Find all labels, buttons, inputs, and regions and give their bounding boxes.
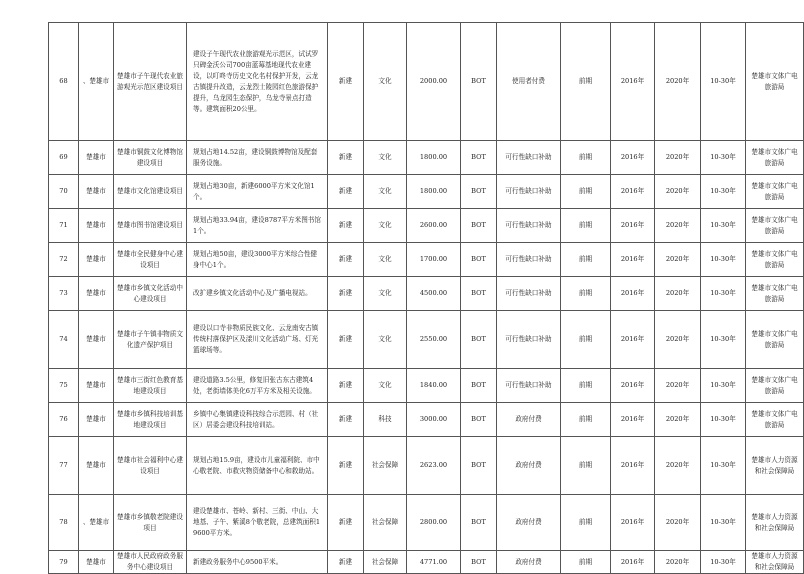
table-row xyxy=(49,403,804,437)
end-year-cell: 2020年 xyxy=(655,243,701,277)
project-name-cell: 楚雄市人民政府政务服务中心建设项目 xyxy=(114,551,187,574)
start-year-cell: 2016年 xyxy=(611,311,655,369)
investment-amount-cell: 1700.00 xyxy=(407,243,461,277)
row-number-cell: 76 xyxy=(49,403,79,437)
project-stage-cell: 前期 xyxy=(561,243,611,277)
project-name-cell: 楚雄市全民健身中心建设项目 xyxy=(114,243,187,277)
project-stage-cell: 前期 xyxy=(561,403,611,437)
investment-amount-cell: 1840.00 xyxy=(407,369,461,403)
operation-mode-cell: BOT xyxy=(461,277,497,311)
investment-amount-cell: 2800.00 xyxy=(407,495,461,551)
responsible-dept-cell: 楚雄市文体广电旅游局 xyxy=(746,141,804,175)
row-number-cell: 74 xyxy=(49,311,79,369)
responsible-dept-cell: 楚雄市文体广电旅游局 xyxy=(746,175,804,209)
responsible-dept-cell: 楚雄市文体广电旅游局 xyxy=(746,23,804,141)
construction-type-cell: 新建 xyxy=(328,209,364,243)
industry-cell: 文化 xyxy=(364,369,407,403)
start-year-cell: 2016年 xyxy=(611,369,655,403)
investment-amount-cell: 4500.00 xyxy=(407,277,461,311)
cooperation-period-cell: 10-30年 xyxy=(701,209,746,243)
project-table xyxy=(48,22,804,574)
table-row xyxy=(49,311,804,369)
industry-cell: 社会保障 xyxy=(364,437,407,495)
start-year-cell: 2016年 xyxy=(611,141,655,175)
table-row xyxy=(49,209,804,243)
end-year-cell: 2020年 xyxy=(655,141,701,175)
industry-cell: 文化 xyxy=(364,23,407,141)
cooperation-period-cell: 10-30年 xyxy=(701,141,746,175)
start-year-cell: 2016年 xyxy=(611,23,655,141)
end-year-cell: 2020年 xyxy=(655,369,701,403)
project-description-cell: 乡镇中心集镇建设科技综合示范园、村（社区）居委会建设科技培训站。 xyxy=(187,403,328,437)
payment-mechanism-cell: 使用者付费 xyxy=(497,23,561,141)
investment-amount-cell: 4771.00 xyxy=(407,551,461,574)
end-year-cell: 2020年 xyxy=(655,495,701,551)
investment-amount-cell: 2623.00 xyxy=(407,437,461,495)
project-name-cell: 楚雄市铜鼓文化博物馆建设项目 xyxy=(114,141,187,175)
row-number-cell: 75 xyxy=(49,369,79,403)
payment-mechanism-cell: 可行性缺口补助 xyxy=(497,277,561,311)
row-number-cell: 68 xyxy=(49,23,79,141)
cooperation-period-cell: 10-30年 xyxy=(701,243,746,277)
project-description-cell: 建设子午现代农业旅游观光示范区，试试罗只碑金沃公司700亩蓝莓基地现代农业建设，以叮咚寺历史文化名村保护开发，云龙古镇提升改造，云龙烈士陵园红色旅游保护提升，乌龙园生态保护，乌龙寺景点打造等。建筑面积20公里。 xyxy=(187,23,328,141)
cooperation-period-cell: 10-30年 xyxy=(701,23,746,141)
row-number-cell: 70 xyxy=(49,175,79,209)
construction-type-cell: 新建 xyxy=(328,551,364,574)
payment-mechanism-cell: 可行性缺口补助 xyxy=(497,311,561,369)
table-row xyxy=(49,23,804,141)
county-cell: 楚雄市 xyxy=(79,209,114,243)
operation-mode-cell: BOT xyxy=(461,495,497,551)
start-year-cell: 2016年 xyxy=(611,551,655,574)
construction-type-cell: 新建 xyxy=(328,141,364,175)
industry-cell: 社会保障 xyxy=(364,551,407,574)
project-name-cell: 楚雄市子午镇非物质文化遗产保护项目 xyxy=(114,311,187,369)
industry-cell: 文化 xyxy=(364,277,407,311)
payment-mechanism-cell: 可行性缺口补助 xyxy=(497,175,561,209)
investment-amount-cell: 2550.00 xyxy=(407,311,461,369)
responsible-dept-cell: 楚雄市文体广电旅游局 xyxy=(746,209,804,243)
row-number-cell: 78 xyxy=(49,495,79,551)
cooperation-period-cell: 10-30年 xyxy=(701,495,746,551)
construction-type-cell: 新建 xyxy=(328,311,364,369)
payment-mechanism-cell: 可行性缺口补助 xyxy=(497,243,561,277)
responsible-dept-cell: 楚雄市文体广电旅游局 xyxy=(746,369,804,403)
industry-cell: 文化 xyxy=(364,175,407,209)
project-description-cell: 建设楚雄市、苍岭、新村、三街、中山、大地基、子午、紫溪8个敬老院，总建筑面积19600平方米。 xyxy=(187,495,328,551)
row-number-cell: 79 xyxy=(49,551,79,574)
operation-mode-cell: BOT xyxy=(461,369,497,403)
industry-cell: 社会保障 xyxy=(364,495,407,551)
table-row xyxy=(49,495,804,551)
end-year-cell: 2020年 xyxy=(655,311,701,369)
payment-mechanism-cell: 可行性缺口补助 xyxy=(497,141,561,175)
project-stage-cell: 前期 xyxy=(561,277,611,311)
row-number-cell: 73 xyxy=(49,277,79,311)
project-description-cell: 规划占地14.52亩，建设铜鼓博物馆及配套服务设施。 xyxy=(187,141,328,175)
project-description-cell: 建设道路3.5公里，修复旧张古东古建筑4处，老街墙体美化6万平方米及相关设施。 xyxy=(187,369,328,403)
row-number-cell: 72 xyxy=(49,243,79,277)
project-description-cell: 规划占地15.9亩，建设市儿童福利院、市中心敬老院、市救灾物资储备中心和救助站。 xyxy=(187,437,328,495)
project-stage-cell: 前期 xyxy=(561,495,611,551)
start-year-cell: 2016年 xyxy=(611,403,655,437)
construction-type-cell: 新建 xyxy=(328,437,364,495)
start-year-cell: 2016年 xyxy=(611,243,655,277)
county-cell: 楚雄市 xyxy=(79,277,114,311)
county-cell: 、楚雄市 xyxy=(79,23,114,141)
construction-type-cell: 新建 xyxy=(328,495,364,551)
start-year-cell: 2016年 xyxy=(611,495,655,551)
investment-amount-cell: 3000.00 xyxy=(407,403,461,437)
construction-type-cell: 新建 xyxy=(328,243,364,277)
project-description-cell: 新建政务服务中心9500平米。 xyxy=(187,551,328,574)
investment-amount-cell: 2600.00 xyxy=(407,209,461,243)
construction-type-cell: 新建 xyxy=(328,175,364,209)
operation-mode-cell: BOT xyxy=(461,243,497,277)
operation-mode-cell: BOT xyxy=(461,311,497,369)
payment-mechanism-cell: 可行性缺口补助 xyxy=(497,209,561,243)
end-year-cell: 2020年 xyxy=(655,209,701,243)
end-year-cell: 2020年 xyxy=(655,403,701,437)
cooperation-period-cell: 10-30年 xyxy=(701,175,746,209)
construction-type-cell: 新建 xyxy=(328,369,364,403)
cooperation-period-cell: 10-30年 xyxy=(701,277,746,311)
project-description-cell: 规划占地33.94亩，建设8787平方米图书馆1个。 xyxy=(187,209,328,243)
county-cell: 楚雄市 xyxy=(79,243,114,277)
operation-mode-cell: BOT xyxy=(461,551,497,574)
industry-cell: 文化 xyxy=(364,243,407,277)
construction-type-cell: 新建 xyxy=(328,403,364,437)
responsible-dept-cell: 楚雄市人力资源和社会保障局 xyxy=(746,495,804,551)
cooperation-period-cell: 10-30年 xyxy=(701,437,746,495)
county-cell: 楚雄市 xyxy=(79,369,114,403)
project-stage-cell: 前期 xyxy=(561,369,611,403)
project-name-cell: 楚雄市三街红色教育基地建设项目 xyxy=(114,369,187,403)
project-name-cell: 楚雄市子午现代农业旅游观光示范区建设项目 xyxy=(114,23,187,141)
county-cell: 楚雄市 xyxy=(79,437,114,495)
payment-mechanism-cell: 政府付费 xyxy=(497,495,561,551)
county-cell: 楚雄市 xyxy=(79,141,114,175)
cooperation-period-cell: 10-30年 xyxy=(701,551,746,574)
project-name-cell: 楚雄市乡镇科技培训基地建设项目 xyxy=(114,403,187,437)
table-row xyxy=(49,437,804,495)
cooperation-period-cell: 10-30年 xyxy=(701,369,746,403)
industry-cell: 文化 xyxy=(364,311,407,369)
start-year-cell: 2016年 xyxy=(611,437,655,495)
end-year-cell: 2020年 xyxy=(655,175,701,209)
end-year-cell: 2020年 xyxy=(655,437,701,495)
project-stage-cell: 前期 xyxy=(561,437,611,495)
operation-mode-cell: BOT xyxy=(461,209,497,243)
table-row xyxy=(49,175,804,209)
investment-amount-cell: 1800.00 xyxy=(407,175,461,209)
table-row xyxy=(49,551,804,574)
table-row xyxy=(49,277,804,311)
project-description-cell: 规划占地30亩，新建6000平方米文化馆1个。 xyxy=(187,175,328,209)
project-name-cell: 楚雄市图书馆建设项目 xyxy=(114,209,187,243)
project-name-cell: 楚雄市文化馆建设项目 xyxy=(114,175,187,209)
responsible-dept-cell: 楚雄市人力资源和社会保障局 xyxy=(746,437,804,495)
project-description-cell: 规划占地50亩，建设3000平方米综合性健身中心1个。 xyxy=(187,243,328,277)
start-year-cell: 2016年 xyxy=(611,209,655,243)
operation-mode-cell: BOT xyxy=(461,141,497,175)
project-stage-cell: 前期 xyxy=(561,23,611,141)
row-number-cell: 71 xyxy=(49,209,79,243)
start-year-cell: 2016年 xyxy=(611,277,655,311)
operation-mode-cell: BOT xyxy=(461,23,497,141)
payment-mechanism-cell: 可行性缺口补助 xyxy=(497,369,561,403)
construction-type-cell: 新建 xyxy=(328,23,364,141)
end-year-cell: 2020年 xyxy=(655,551,701,574)
payment-mechanism-cell: 政府付费 xyxy=(497,437,561,495)
operation-mode-cell: BOT xyxy=(461,437,497,495)
project-name-cell: 楚雄市乡镇文化活动中心建设项目 xyxy=(114,277,187,311)
project-name-cell: 楚雄市乡镇敬老院建设项目 xyxy=(114,495,187,551)
row-number-cell: 69 xyxy=(49,141,79,175)
county-cell: 、楚雄市 xyxy=(79,495,114,551)
responsible-dept-cell: 楚雄市文体广电旅游局 xyxy=(746,243,804,277)
county-cell: 楚雄市 xyxy=(79,175,114,209)
start-year-cell: 2016年 xyxy=(611,175,655,209)
project-stage-cell: 前期 xyxy=(561,175,611,209)
table-row xyxy=(49,369,804,403)
row-number-cell: 77 xyxy=(49,437,79,495)
table-row xyxy=(49,243,804,277)
responsible-dept-cell: 楚雄市文体广电旅游局 xyxy=(746,403,804,437)
payment-mechanism-cell: 政府付费 xyxy=(497,403,561,437)
end-year-cell: 2020年 xyxy=(655,277,701,311)
project-stage-cell: 前期 xyxy=(561,551,611,574)
responsible-dept-cell: 楚雄市文体广电旅游局 xyxy=(746,277,804,311)
project-description-cell: 建设以口寺非物质民族文化、云龙南安古镇传统村落保护区及漾川文化活动广场、灯光篮球场等。 xyxy=(187,311,328,369)
project-description-cell: 改扩建乡镇文化活动中心及广播电视站。 xyxy=(187,277,328,311)
investment-amount-cell: 2000.00 xyxy=(407,23,461,141)
project-stage-cell: 前期 xyxy=(561,311,611,369)
payment-mechanism-cell: 政府付费 xyxy=(497,551,561,574)
project-stage-cell: 前期 xyxy=(561,209,611,243)
county-cell: 楚雄市 xyxy=(79,403,114,437)
investment-amount-cell: 1800.00 xyxy=(407,141,461,175)
county-cell: 楚雄市 xyxy=(79,551,114,574)
responsible-dept-cell: 楚雄市文体广电旅游局 xyxy=(746,311,804,369)
operation-mode-cell: BOT xyxy=(461,175,497,209)
end-year-cell: 2020年 xyxy=(655,23,701,141)
construction-type-cell: 新建 xyxy=(328,277,364,311)
industry-cell: 科技 xyxy=(364,403,407,437)
cooperation-period-cell: 10-30年 xyxy=(701,403,746,437)
industry-cell: 文化 xyxy=(364,209,407,243)
project-stage-cell: 前期 xyxy=(561,141,611,175)
table-row xyxy=(49,141,804,175)
operation-mode-cell: BOT xyxy=(461,403,497,437)
industry-cell: 文化 xyxy=(364,141,407,175)
responsible-dept-cell: 楚雄市人力资源和社会保障局 xyxy=(746,551,804,574)
cooperation-period-cell: 10-30年 xyxy=(701,311,746,369)
project-name-cell: 楚雄市社会福利中心建设项目 xyxy=(114,437,187,495)
county-cell: 楚雄市 xyxy=(79,311,114,369)
